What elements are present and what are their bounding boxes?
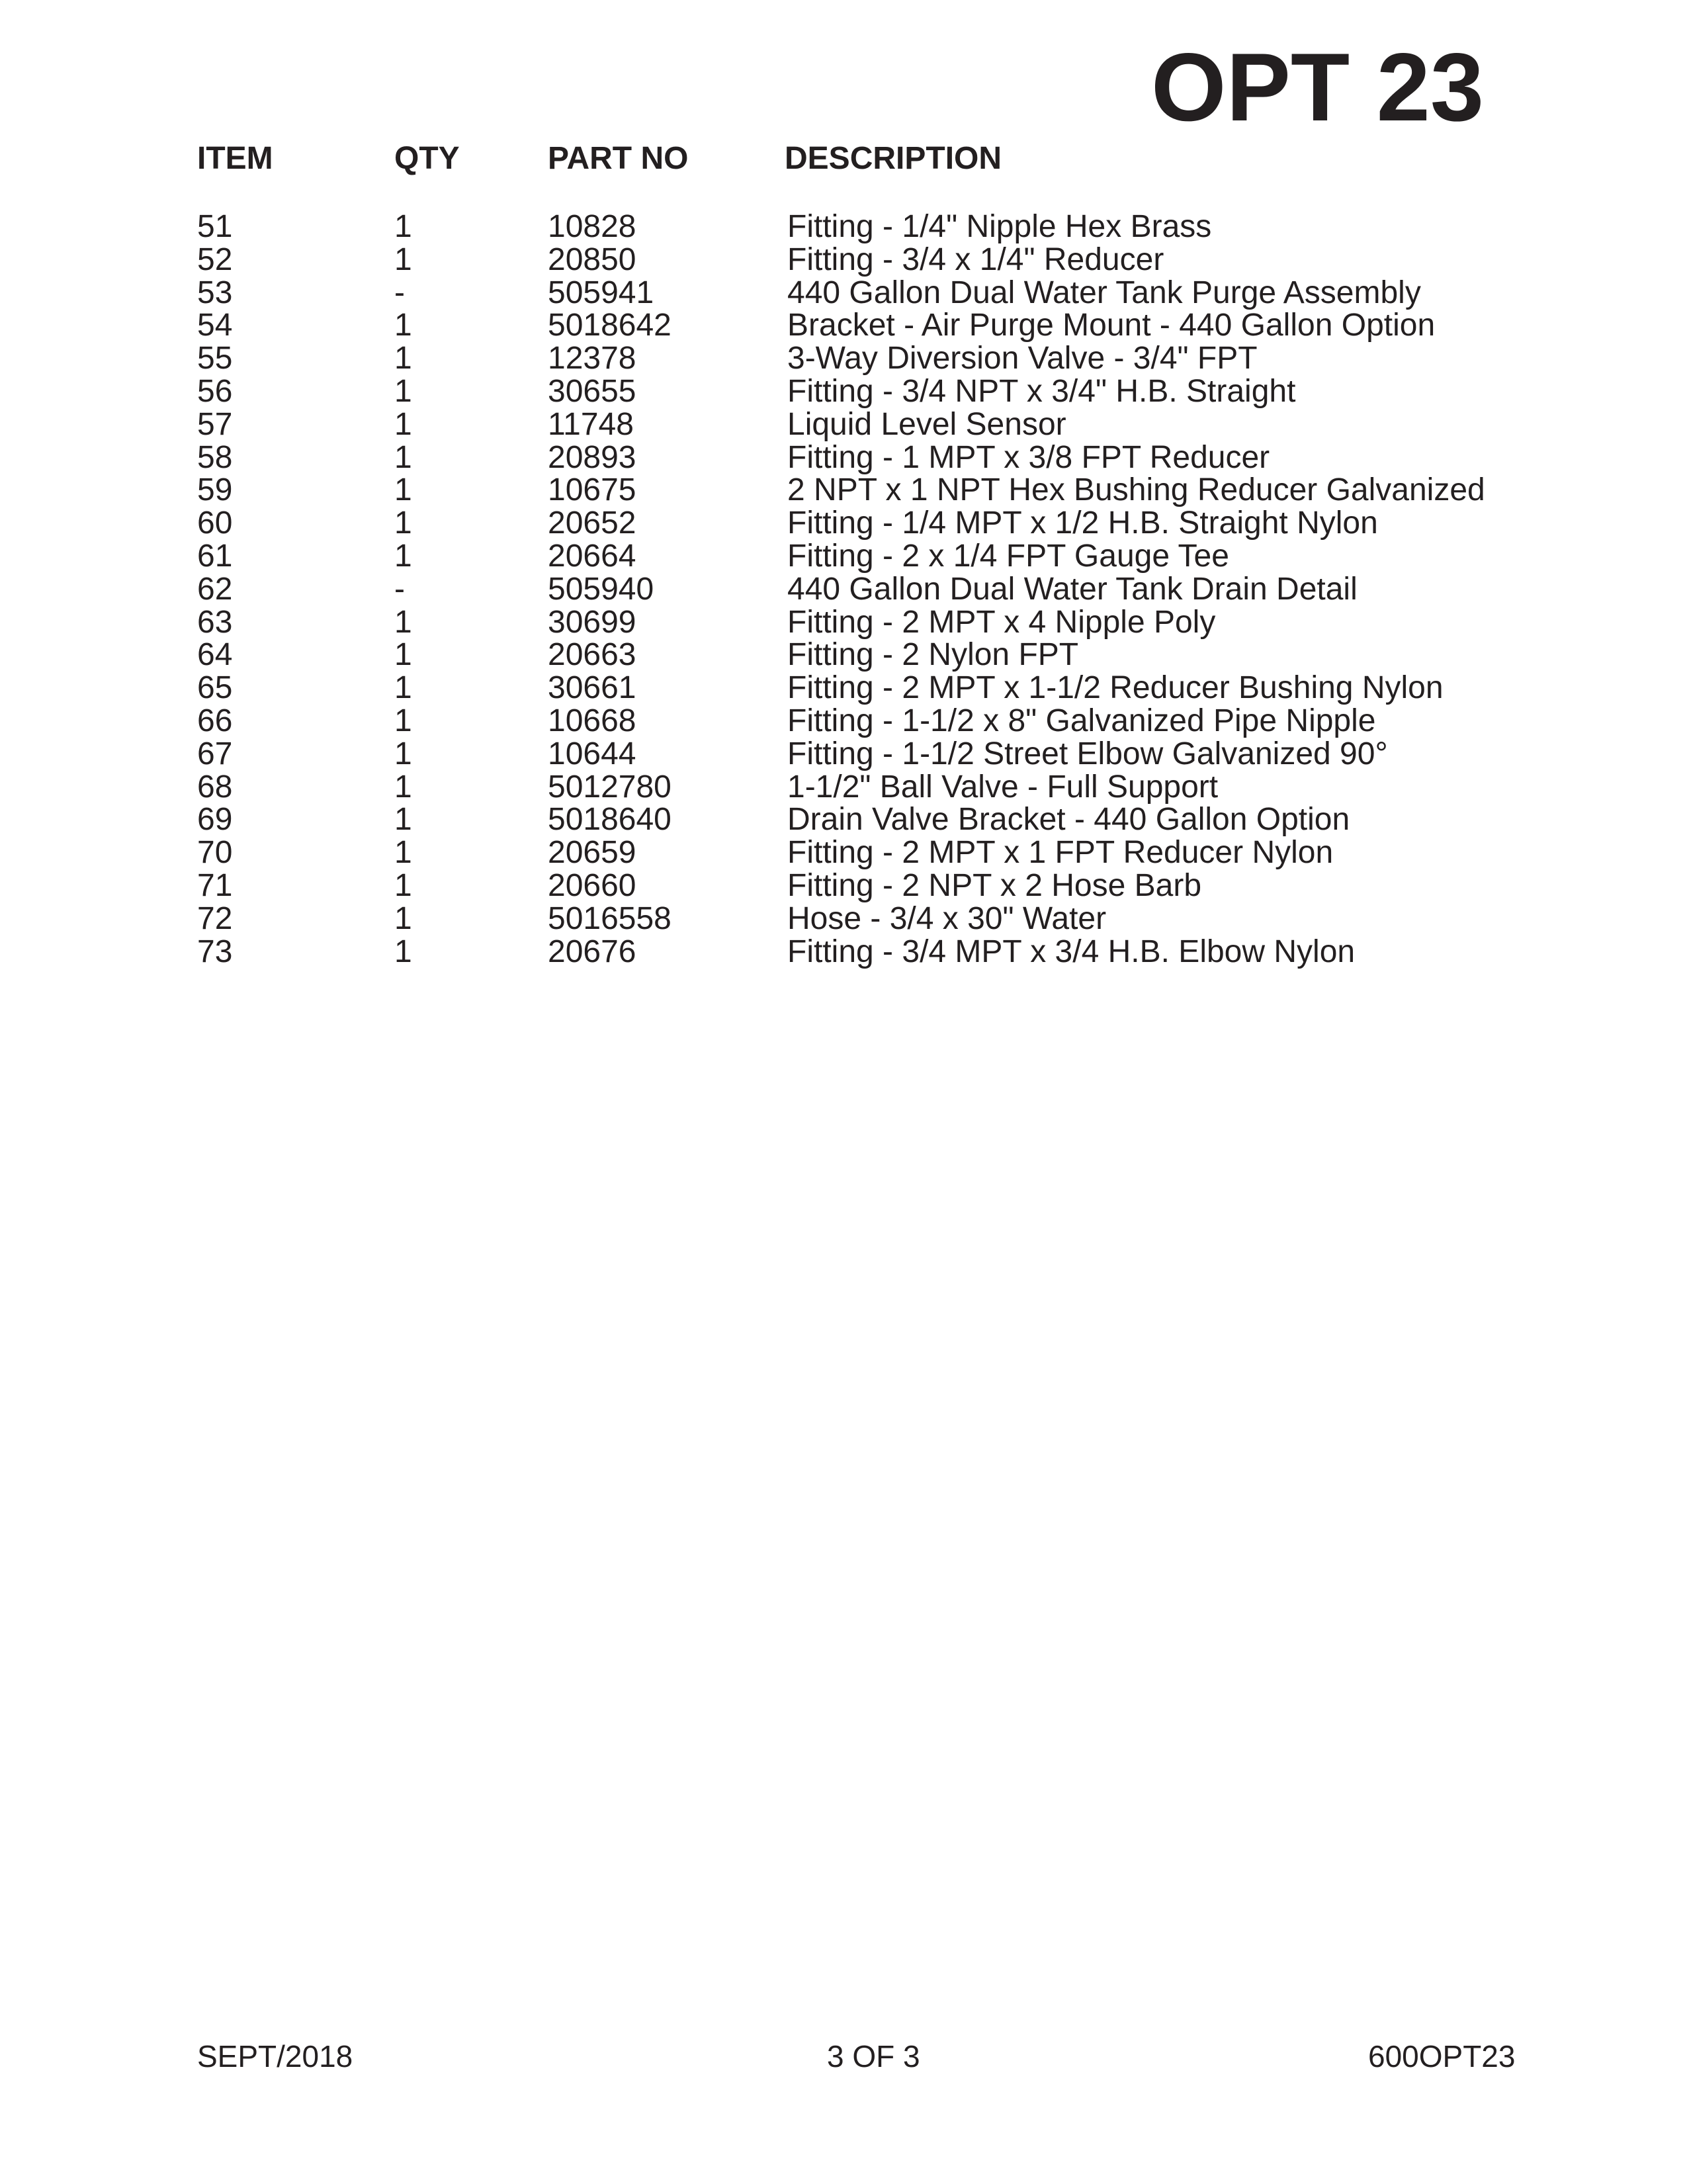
quantity: 1 — [394, 769, 412, 805]
item-number: 68 — [197, 769, 233, 805]
page-title: OPT 23 — [1151, 33, 1485, 141]
part-number: 5018640 — [548, 802, 671, 838]
part-description: 2 NPT x 1 NPT Hex Bushing Reducer Galvanized — [787, 472, 1485, 508]
quantity: 1 — [394, 439, 412, 475]
part-number: 30661 — [548, 670, 636, 706]
part-description: Fitting - 2 x 1/4 FPT Gauge Tee — [787, 538, 1229, 574]
quantity: 1 — [394, 736, 412, 771]
part-number: 5016558 — [548, 900, 671, 936]
item-number: 63 — [197, 604, 233, 640]
footer-date: SEPT/2018 — [197, 2039, 353, 2074]
item-number: 52 — [197, 241, 233, 277]
quantity: 1 — [394, 373, 412, 409]
item-number: 56 — [197, 373, 233, 409]
table-row — [197, 771, 1520, 804]
table-row — [197, 210, 1520, 243]
part-number: 20652 — [548, 505, 636, 541]
part-description: Fitting - 1/4" Nipple Hex Brass — [787, 209, 1212, 244]
table-row — [197, 738, 1520, 771]
part-number: 11748 — [548, 406, 634, 442]
table-row — [197, 705, 1520, 738]
part-number: 20659 — [548, 835, 636, 871]
quantity: 1 — [394, 670, 412, 706]
item-number: 51 — [197, 209, 233, 244]
quantity: 1 — [394, 867, 412, 903]
part-number: 20850 — [548, 241, 636, 277]
part-description: Bracket - Air Purge Mount - 440 Gallon Option — [787, 308, 1436, 343]
table-row — [197, 309, 1520, 342]
part-number: 20676 — [548, 934, 636, 969]
part-number: 505941 — [548, 275, 654, 310]
column-header-description: DESCRIPTION — [785, 141, 1002, 176]
table-row — [197, 243, 1520, 277]
quantity: - — [394, 275, 405, 310]
item-number: 70 — [197, 835, 233, 871]
item-number: 58 — [197, 439, 233, 475]
item-number: 72 — [197, 900, 233, 936]
table-row — [197, 638, 1520, 672]
item-number: 66 — [197, 703, 233, 738]
table-row — [197, 869, 1520, 902]
part-number: 10828 — [548, 209, 636, 244]
quantity: 1 — [394, 341, 412, 376]
table-row — [197, 408, 1520, 441]
item-number: 61 — [197, 538, 233, 574]
column-header-item: ITEM — [197, 141, 273, 176]
part-number: 20660 — [548, 867, 636, 903]
quantity: 1 — [394, 637, 412, 673]
item-number: 62 — [197, 571, 233, 607]
quantity: 1 — [394, 505, 412, 541]
column-header-part-no: PART NO — [548, 141, 689, 176]
part-description: 440 Gallon Dual Water Tank Drain Detail — [787, 571, 1358, 607]
quantity: - — [394, 571, 405, 607]
table-row — [197, 936, 1520, 969]
part-number: 20663 — [548, 637, 636, 673]
table-row — [197, 902, 1520, 936]
quantity: 1 — [394, 406, 412, 442]
column-header-qty: QTY — [394, 141, 460, 176]
part-description: 440 Gallon Dual Water Tank Purge Assembly — [787, 275, 1421, 310]
item-number: 73 — [197, 934, 233, 969]
quantity: 1 — [394, 209, 412, 244]
part-description: Fitting - 3/4 NPT x 3/4" H.B. Straight — [787, 373, 1296, 409]
part-description: Hose - 3/4 x 30" Water — [787, 900, 1107, 936]
table-row — [197, 836, 1520, 869]
part-number: 20893 — [548, 439, 636, 475]
parts-list — [197, 210, 1520, 968]
quantity: 1 — [394, 308, 412, 343]
part-number: 5012780 — [548, 769, 671, 805]
part-description: Fitting - 2 Nylon FPT — [787, 637, 1079, 673]
quantity: 1 — [394, 241, 412, 277]
part-description: 1-1/2" Ball Valve - Full Support — [787, 769, 1219, 805]
part-number: 30699 — [548, 604, 636, 640]
part-number: 10675 — [548, 472, 636, 508]
item-number: 67 — [197, 736, 233, 771]
part-number: 10644 — [548, 736, 636, 771]
item-number: 57 — [197, 406, 233, 442]
part-description: Fitting - 3/4 MPT x 3/4 H.B. Elbow Nylon — [787, 934, 1356, 969]
part-description: Liquid Level Sensor — [787, 406, 1066, 442]
item-number: 55 — [197, 341, 233, 376]
part-number: 10668 — [548, 703, 636, 738]
part-description: Fitting - 2 NPT x 2 Hose Barb — [787, 867, 1202, 903]
item-number: 64 — [197, 637, 233, 673]
table-row — [197, 277, 1520, 310]
quantity: 1 — [394, 604, 412, 640]
table-row — [197, 507, 1520, 540]
table-row — [197, 375, 1520, 408]
part-description: Fitting - 2 MPT x 1 FPT Reducer Nylon — [787, 835, 1334, 871]
item-number: 71 — [197, 867, 233, 903]
part-description: Fitting - 2 MPT x 1-1/2 Reducer Bushing Nylon — [787, 670, 1444, 706]
part-description: Fitting - 1-1/2 x 8" Galvanized Pipe Nipple — [787, 703, 1376, 738]
part-description: Fitting - 3/4 x 1/4" Reducer — [787, 241, 1164, 277]
quantity: 1 — [394, 900, 412, 936]
quantity: 1 — [394, 934, 412, 969]
part-description: Drain Valve Bracket - 440 Gallon Option — [787, 802, 1350, 838]
item-number: 59 — [197, 472, 233, 508]
part-number: 12378 — [548, 341, 636, 376]
part-description: Fitting - 2 MPT x 4 Nipple Poly — [787, 604, 1216, 640]
table-row — [197, 540, 1520, 573]
part-description: 3-Way Diversion Valve - 3/4" FPT — [787, 341, 1258, 376]
part-number: 5018642 — [548, 308, 671, 343]
quantity: 1 — [394, 538, 412, 574]
table-row — [197, 803, 1520, 836]
item-number: 65 — [197, 670, 233, 706]
part-description: Fitting - 1 MPT x 3/8 FPT Reducer — [787, 439, 1270, 475]
table-row — [197, 441, 1520, 474]
table-row — [197, 342, 1520, 375]
footer-document-code: 600OPT23 — [1368, 2039, 1516, 2074]
part-number: 30655 — [548, 373, 636, 409]
part-number: 20664 — [548, 538, 636, 574]
item-number: 60 — [197, 505, 233, 541]
table-row — [197, 672, 1520, 705]
part-description: Fitting - 1/4 MPT x 1/2 H.B. Straight Nylon — [787, 505, 1378, 541]
quantity: 1 — [394, 472, 412, 508]
footer-page-number: 3 OF 3 — [827, 2039, 920, 2074]
quantity: 1 — [394, 835, 412, 871]
table-row — [197, 573, 1520, 606]
table-row — [197, 606, 1520, 639]
table-row — [197, 474, 1520, 507]
quantity: 1 — [394, 802, 412, 838]
part-number: 505940 — [548, 571, 654, 607]
item-number: 54 — [197, 308, 233, 343]
quantity: 1 — [394, 703, 412, 738]
item-number: 69 — [197, 802, 233, 838]
part-description: Fitting - 1-1/2 Street Elbow Galvanized 90° — [787, 736, 1388, 771]
item-number: 53 — [197, 275, 233, 310]
